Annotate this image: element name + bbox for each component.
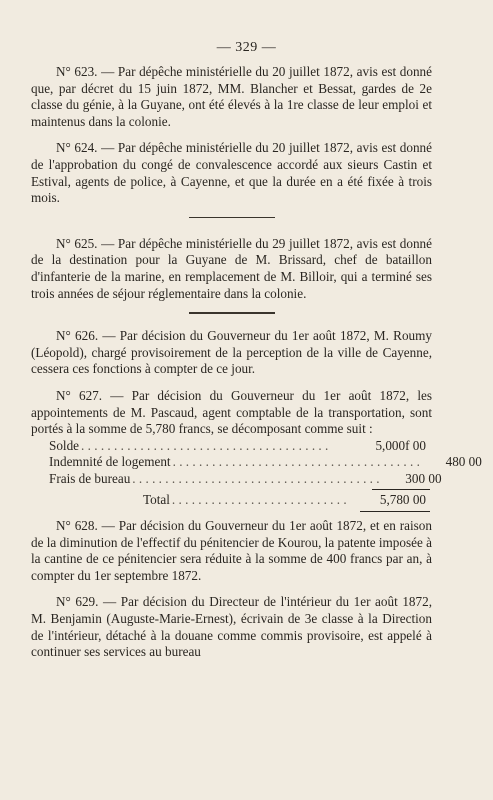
entry-629: N° 629. — Par décision du Directeur de l'intérieur du 1er août 1872, M. Benjamin (Auguste-Marie-Ernest), écrivain de 3e classe à la Direction de l'intérieur, détaché à la douane comme commis provisoire, est appelé à continuer ses services au bureau (31, 594, 432, 660)
entry-627: N° 627. — Par décision du Gouverneur du 1er août 1872, les appointements de M. Pascaud, agent comptable de la transportation, sont portés à la somme de 5,780 francs, se décomposant comme suit : (31, 387, 432, 437)
entry-628: N° 628. — Par décision du Gouverneur du 1er août 1872, et en raison de la diminution de l'effectif du pénitencier de Kourou, la patente imposée à la cantine de ce pénitencier sera réduite à la somme de 400 francs par an, à compter du 1er septembre 1872. (31, 518, 432, 583)
salary-table (31, 437, 482, 512)
salary-row-value: 5,000f 00 (375, 437, 426, 453)
salary-row-value: 480 00 (445, 454, 482, 470)
page-number: — 329 — (216, 40, 277, 55)
salary-row-value: 300 00 (405, 470, 442, 486)
sum-rule (372, 489, 430, 490)
entry-624: N° 624. — Par dépêche ministérielle du 20 juillet 1872, avis est donné de l'approbation du congé de convalescence accordé aux sieurs Castin et Estival, agents de police, à Cayenne, et que la durée en a été fixée à trois mois. (31, 140, 432, 206)
separator-rule (189, 312, 275, 314)
entry-625: N° 625. — Par dépêche ministérielle du 29 juillet 1872, avis est donné de la destination pour la Guyane de M. Brissard, chef de bataillon d'infanterie de la marine, en remplacement de M. Billoir, qui a terminé ses trois années de séjour réglementaire dans la colonie. (31, 235, 432, 301)
salary-row (31, 470, 442, 488)
salary-total-row (31, 492, 432, 509)
page-body (31, 64, 482, 661)
salary-row-label: Frais de bureau (49, 470, 131, 486)
entry-623: N° 623. — Par dépêche ministérielle du 20 juillet 1872, avis est donné que, par décret du 15 juin 1872, MM. Blancher et Bessat, gardes de 2e classe du génie, à la Guyane, ont été élevés à la 1re classe de leur emploi et maintenus dans la colonie. (31, 64, 432, 129)
entry-626: N° 626. — Par décision du Gouverneur du 1er août 1872, M. Roumy (Léopold), chargé provisoirement de la perception de la ville de Cayenne, cessera ces fonctions à compter de ce jour. (31, 328, 432, 377)
salary-row-label: Indemnité de logement (49, 454, 171, 470)
sum-rule (360, 511, 430, 512)
salary-row-label: Solde (49, 437, 80, 453)
salary-total-label: Total (143, 492, 170, 508)
separator-rule (189, 217, 275, 218)
salary-total-value: 5,780 00 (379, 492, 426, 508)
leader-dots: . . . . . . . . . . . . . . . . . . . . . . . . . . . . . . . . . . . . . . (81, 437, 329, 453)
leader-dots: . . . . . . . . . . . . . . . . . . . . . . . . . . . (171, 492, 347, 508)
leader-dots: . . . . . . . . . . . . . . . . . . . . . . . . . . . . . . . . . . . . . . (132, 470, 380, 486)
leader-dots: . . . . . . . . . . . . . . . . . . . . . . . . . . . . . . . . . . . . . . (172, 454, 420, 470)
salary-row (31, 438, 432, 455)
salary-row (31, 454, 482, 471)
